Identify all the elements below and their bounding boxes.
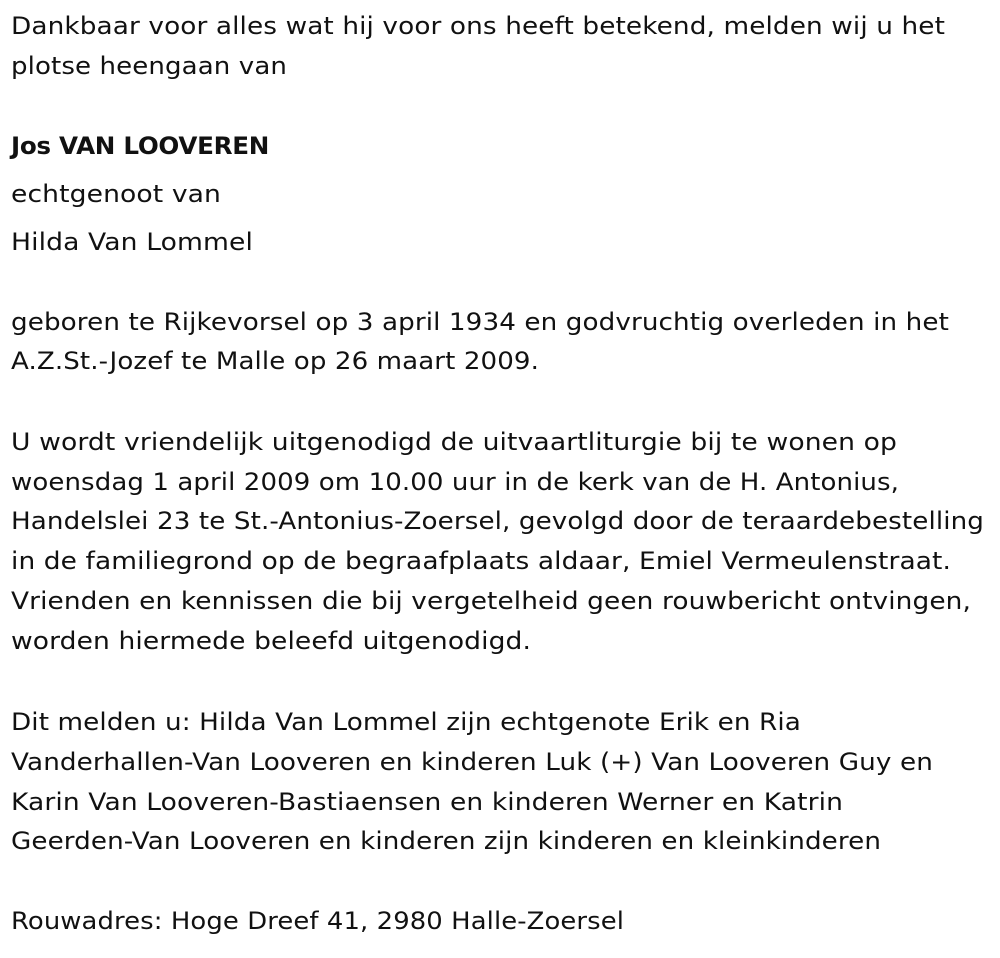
- family-line-1: Dit melden u: Hilda Van Lommel zijn echtgenote Erik en Ria: [11, 708, 801, 736]
- birth-death-line-2: A.Z.St.-Jozef te Malle op 26 maart 2009.: [11, 347, 540, 375]
- funeral-line-1: U wordt vriendelijk uitgenodigd de uitvaartliturgie bij te wonen op: [11, 428, 897, 456]
- funeral-line-2: woensdag 1 april 2009 om 10.00 uur in de kerk van de H. Antonius,: [11, 468, 900, 496]
- funeral-line-5: Vrienden en kennissen die bij vergetelheid geen rouwbericht ontvingen,: [11, 587, 971, 615]
- intro-line-1: Dankbaar voor alles wat hij voor ons heeft betekend, melden wij u het: [11, 12, 946, 40]
- mourning-address: Rouwadres: Hoge Dreef 41, 2980 Halle-Zoersel: [11, 907, 625, 935]
- family-line-3: Karin Van Looveren-Bastiaensen en kinderen Werner en Katrin: [11, 788, 843, 816]
- deceased-name: Jos VAN LOOVEREN: [11, 132, 269, 160]
- spouse-name: Hilda Van Lommel: [11, 228, 253, 256]
- funeral-line-4: in de familiegrond op de begraafplaats aldaar, Emiel Vermeulenstraat.: [11, 547, 952, 575]
- deceased-relation: echtgenoot van: [11, 180, 221, 208]
- family-line-2: Vanderhallen-Van Looveren en kinderen Luk (+) Van Looveren Guy en: [11, 748, 933, 776]
- funeral-line-6: worden hiermede beleefd uitgenodigd.: [11, 627, 532, 655]
- funeral-line-3: Handelslei 23 te St.-Antonius-Zoersel, gevolgd door de teraardebestelling: [11, 507, 984, 535]
- family-line-4: Geerden-Van Looveren en kinderen zijn kinderen en kleinkinderen: [11, 827, 882, 855]
- intro-line-2: plotse heengaan van: [11, 52, 288, 80]
- birth-death-line-1: geboren te Rijkevorsel op 3 april 1934 en godvruchtig overleden in het: [11, 308, 949, 336]
